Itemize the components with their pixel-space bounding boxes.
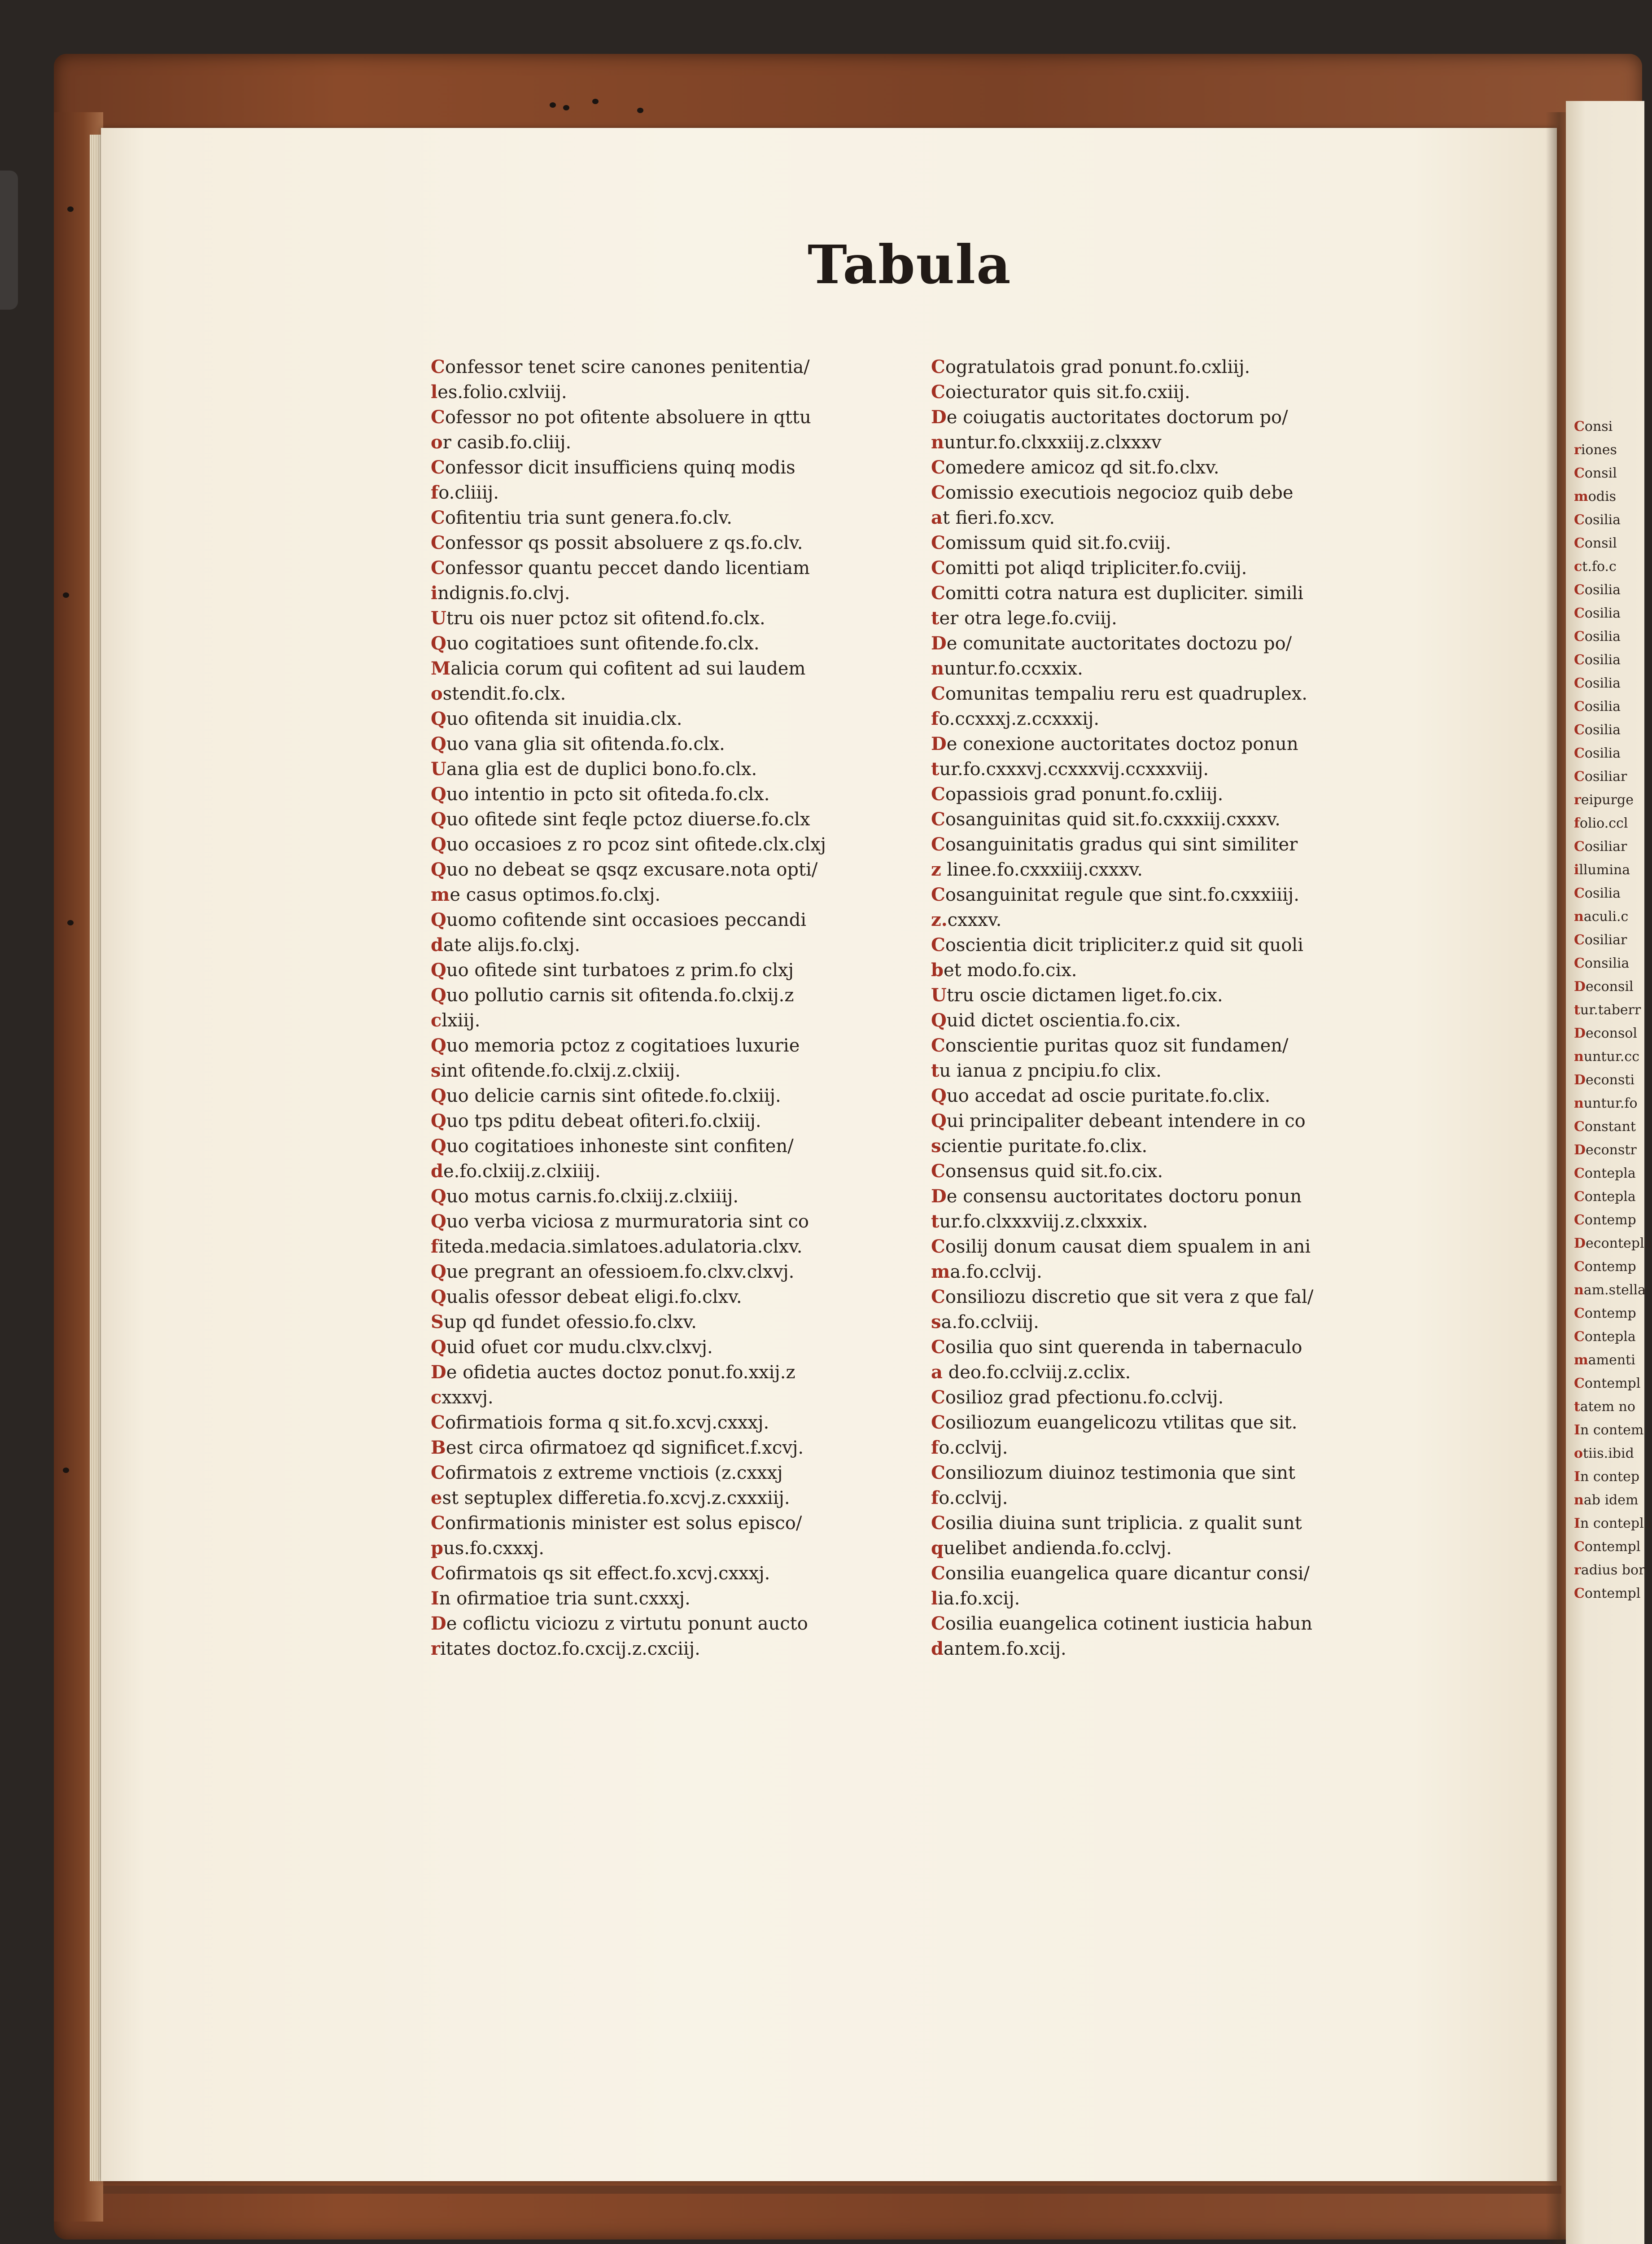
index-entry-line: Quo no debeat se qsqz excusare.nota opti/ [431,859,818,880]
index-entry-line: Cofirmatois z extreme vnctiois (z.cxxxj [431,1462,783,1483]
facing-page [1566,101,1652,2244]
facing-page-fragment: Consilia [1574,955,1630,971]
index-column-right [931,355,1442,1661]
facing-page-fragment: Cosilia [1574,675,1621,691]
facing-page-fragment: reipurge [1574,792,1634,808]
index-entry-line: ostendit.fo.clx. [431,683,566,704]
index-entry-line: Cofirmatois qs sit effect.fo.xcvj.cxxxj. [431,1563,770,1584]
index-entry-line: ma.fo.cclvij. [931,1261,1042,1282]
index-entry-line: nuntur.fo.clxxxiij.z.clxxxv [931,432,1162,453]
facing-page-fragment: nuntur.fo [1574,1096,1638,1111]
index-entry-line: Quo intentio in pcto sit ofiteda.fo.clx. [431,784,770,805]
index-entry-line: tur.fo.cxxxvj.ccxxxvij.ccxxxviij. [931,758,1209,780]
wormhole [63,1468,69,1473]
facing-page-fragment: Contemp [1574,1259,1636,1275]
bottom-board-edge [103,2186,1561,2194]
facing-page-fragment: Cosilia [1574,885,1621,901]
index-entry-line: Comitti pot aliqd tripliciter.fo.cviij. [931,557,1247,579]
index-entry-line: ter otra lege.fo.cviij. [931,608,1117,629]
facing-page-fragment: nam.stella [1574,1282,1646,1298]
index-entry-line: Comissum quid sit.fo.cviij. [931,532,1171,553]
index-entry-line: Que pregrant an ofessioem.fo.clxv.clxvj. [431,1261,795,1282]
index-entry-line: Utru ois nuer pctoz sit ofitend.fo.clx. [431,608,765,629]
index-entry-line: Quo ofitenda sit inuidia.clx. [431,708,682,729]
index-entry-line: Quo pollutio carnis sit ofitenda.fo.clxij.z [431,985,794,1006]
index-entry-line: cxxxvj. [431,1387,494,1408]
index-entry-line: Consensus quid sit.fo.cix. [931,1161,1163,1182]
index-entry-line: dantem.fo.xcij. [931,1638,1066,1659]
index-entry-line: tur.fo.clxxxviij.z.clxxxix. [931,1211,1148,1232]
index-entry-line: pus.fo.cxxxj. [431,1538,545,1559]
index-entry-line: Utru oscie dictamen liget.fo.cix. [931,985,1223,1006]
facing-page-fragment: Cosilia [1574,652,1621,668]
facing-page-fragment: illumina [1574,862,1630,878]
facing-page-fragment: radius bor [1574,1562,1645,1578]
index-entry-line: est septuplex differetia.fo.xcvj.z.cxxxiij. [431,1487,790,1508]
index-entry-line: Qui principaliter debeant intendere in co [931,1110,1306,1131]
facing-page-fragment: nuntur.cc [1574,1049,1640,1065]
facing-page-fragment: ct.fo.c [1574,559,1617,574]
index-entry-line: bet modo.fo.cix. [931,960,1077,981]
index-entry-line: Consiliozu discretio que sit vera z que fal/ [931,1286,1314,1307]
index-entry-line: Cogratulatois grad ponunt.fo.cxliij. [931,356,1250,377]
index-entry-line: Copassiois grad ponunt.fo.cxliij. [931,784,1224,805]
index-entry-line: Cosanguinitas quid sit.fo.cxxxiij.cxxxv. [931,809,1281,830]
facing-page-fragment: In contep [1574,1469,1640,1485]
facing-page-fragment: riones [1574,442,1617,458]
facing-page-fragment: Contempl [1574,1376,1641,1391]
index-entry-line: Quo tps pditu debeat ofiteri.fo.clxiij. [431,1110,761,1131]
index-entry-line: Quo memoria pctoz z cogitatioes luxurie [431,1035,800,1056]
facing-page-fragment: Cosilia [1574,605,1621,621]
index-entry-line: Quo motus carnis.fo.clxiij.z.clxiiij. [431,1186,739,1207]
facing-page-fragment: Deconsol [1574,1026,1638,1041]
index-entry-line: Comunitas tempaliu reru est quadruplex. [931,683,1307,704]
index-entry-line: quelibet andienda.fo.cclvj. [931,1538,1172,1559]
index-entry-line: les.folio.cxlviij. [431,381,567,403]
facing-page-fragment: tur.taberr [1574,1002,1641,1018]
index-entry-line: Quo ofitede sint feqle pctoz diuerse.fo.clx [431,809,810,830]
index-entry-line: Confessor qs possit absoluere z qs.fo.clv. [431,532,803,553]
index-entry-line: Confessor tenet scire canones penitentia/ [431,356,810,377]
index-entry-line: Cosilia euangelica cotinent iusticia habun [931,1613,1313,1634]
index-entry-line: Cosilia quo sint querenda in tabernaculo [931,1337,1302,1358]
index-entry-line: Sup qd fundet ofessio.fo.clxv. [431,1311,697,1332]
index-column-left [431,355,915,1661]
index-entry-line: z.cxxxv. [931,909,1002,930]
page-title [808,233,1122,296]
index-entry-line: Confessor dicit insufficiens quinq modis [431,457,795,478]
facing-page-fragment: Contepla [1574,1329,1636,1345]
index-entry-line: De comunitate auctoritates doctozu po/ [931,633,1292,654]
index-entry-line: Cofirmatiois forma q sit.fo.xcvj.cxxxj. [431,1412,769,1433]
facing-page-fragment: Cosilia [1574,512,1621,528]
index-entry-line: sint ofitende.fo.clxij.z.clxiij. [431,1060,681,1081]
index-entry-line: Cosanguinitatis gradus qui sint similiter [931,834,1298,855]
facing-page-fragment: tatem no [1574,1399,1635,1415]
index-entry-line: Uana glia est de duplici bono.fo.clx. [431,758,757,780]
facing-page-fragment: Cosiliar [1574,932,1627,948]
index-entry-line: tu ianua z pncipiu.fo clix. [931,1060,1162,1081]
facing-page-fragment: Cosilia [1574,582,1621,598]
index-entry-line: lia.fo.xcij. [931,1588,1020,1609]
index-entry-line: Malicia corum qui cofitent ad sui laudem [431,658,806,679]
facing-page-fragment: mamenti [1574,1352,1635,1368]
facing-page-fragment: Cosilia [1574,745,1621,761]
facing-page-fragment: naculi.c [1574,909,1629,925]
facing-page-fragment: Cosilia [1574,629,1621,644]
index-entry-line: Comedere amicoz qd sit.fo.clxv. [931,457,1219,478]
page-title-text: Tabula [808,233,1012,296]
index-entry-line: nuntur.fo.ccxxix. [931,658,1083,679]
index-entry-line: De consensu auctoritates doctoru ponun [931,1186,1302,1207]
facing-page-fragment: Constant [1574,1119,1636,1135]
facing-page-fragment: Cosiliar [1574,769,1627,785]
facing-page-fragment: Consil [1574,535,1617,551]
facing-page-fragment: Cosiliar [1574,839,1627,855]
wormhole [63,592,69,598]
facing-page-fragment: Consi [1574,419,1613,434]
index-entry-line: Quo verba viciosa z murmuratoria sint co [431,1211,809,1232]
index-entry-line: fo.cclvij. [931,1487,1008,1508]
index-entry-line: Cosilij donum causat diem spualem in ani [931,1236,1311,1257]
index-entry-line: De ofidetia auctes doctoz ponut.fo.xxij.z [431,1362,795,1383]
facing-page-fragment: Contepla [1574,1189,1636,1205]
index-entry-line: ritates doctoz.fo.cxcij.z.cxciij. [431,1638,700,1659]
index-entry-line: Cofitentiu tria sunt genera.fo.clv. [431,507,732,528]
wormhole [592,99,599,104]
facing-page-fragment: folio.ccl [1574,815,1628,831]
index-entry-line: at fieri.fo.xcv. [931,507,1055,528]
index-entry-line: Best circa ofirmatoez qd significet.f.xcvj. [431,1437,804,1458]
facing-page-fragment: Contepla [1574,1166,1636,1181]
facing-page-fragment: Contemp [1574,1306,1636,1321]
index-entry-line: clxiij. [431,1010,481,1031]
index-entry-line: De coflictu viciozu z virtutu ponunt aucto [431,1613,808,1634]
facing-page-fragment: Contemp [1574,1212,1636,1228]
index-entry-line: de.fo.clxiij.z.clxiiij. [431,1161,601,1182]
index-entry-line: De coiugatis auctoritates doctorum po/ [931,407,1288,428]
facing-page-fragment: Cosilia [1574,699,1621,714]
index-entry-line: Quo occasioes z ro pcoz sint ofitede.clx.clxj [431,834,826,855]
wormhole [637,108,643,113]
facing-page-fragment: In contem [1574,1422,1644,1438]
index-entry-line: z linee.fo.cxxxiiij.cxxxv. [931,859,1143,880]
facing-page-fragment: Deconstr [1574,1142,1637,1158]
index-entry-line: fo.cliiij. [431,482,499,503]
facing-page-fragment: In contepla [1574,1516,1652,1531]
index-entry-line: Quo ofitede sint turbatoes z prim.fo clxj [431,960,794,981]
facing-page-fragment: Decontepla [1574,1236,1652,1251]
index-entry-line: Coiecturator quis sit.fo.cxiij. [931,381,1190,403]
index-entry-line: Comissio executiois negocioz quib debe [931,482,1294,503]
index-entry-line: Confessor quantu peccet dando licentiam [431,557,810,579]
facing-page-fragment: nab idem [1574,1492,1639,1508]
index-entry-line: Cofessor no pot ofitente absoluere in qttu [431,407,811,428]
wormhole [67,920,74,925]
index-entry-line: De conexione auctoritates doctoz ponun [931,733,1298,754]
wormhole [563,105,569,110]
index-entry-line: Cosanguinitat regule que sint.fo.cxxxiiij. [931,884,1299,905]
index-entry-line: Quo cogitatioes inhoneste sint confiten/ [431,1135,794,1157]
index-entry-line: a deo.fo.cclviij.z.cclix. [931,1362,1131,1383]
index-entry-line: Confirmationis minister est solus episco/ [431,1512,802,1534]
index-entry-line: Cosilia diuina sunt triplicia. z qualit sunt [931,1512,1302,1534]
index-entry-line: me casus optimos.fo.clxj. [431,884,661,905]
index-entry-line: Quo accedat ad oscie puritate.fo.clix. [931,1085,1271,1106]
index-entry-line: fo.ccxxxj.z.ccxxxij. [931,708,1100,729]
index-entry-line: Consilia euangelica quare dicantur consi/ [931,1563,1310,1584]
index-entry-line: Quo delicie carnis sint ofitede.fo.clxiij. [431,1085,781,1106]
facing-page-text [1574,415,1650,1605]
index-entry-line: or casib.fo.cliij. [431,432,572,453]
facing-page-fragment: Consil [1574,465,1617,481]
index-entry-line: Conscientie puritas quoz sit fundamen/ [931,1035,1289,1056]
index-entry-line: Quomo cofitende sint occasioes peccandi [431,909,807,930]
index-entry-line: Qualis ofessor debeat eligi.fo.clxv. [431,1286,742,1307]
index-entry-line: fiteda.medacia.simlatoes.adulatoria.clxv. [431,1236,803,1257]
index-entry-line: scientie puritate.fo.clix. [931,1135,1148,1157]
index-entry-line: date alijs.fo.clxj. [431,934,581,955]
index-entry-line: indignis.fo.clvj. [431,583,570,604]
index-entry-line: In ofirmatioe tria sunt.cxxxj. [431,1588,691,1609]
clasp-strap [0,171,18,310]
index-entry-line: Quo cogitatioes sunt ofitende.fo.clx. [431,633,760,654]
facing-page-fragment: otiis.ibid [1574,1446,1634,1461]
index-entry-line: Cosiliozum euangelicozu vtilitas que sit. [931,1412,1298,1433]
index-entry-line: Coscientia dicit tripliciter.z quid sit quoli [931,934,1303,955]
index-entry-line: Quid ofuet cor mudu.clxv.clxvj. [431,1337,713,1358]
index-entry-line: fo.cclvij. [931,1437,1008,1458]
facing-page-fragment: modis [1574,489,1617,504]
index-entry-line: Consiliozum diuinoz testimonia que sint [931,1462,1295,1483]
index-entry-line: Cosilioz grad pfectionu.fo.cclvij. [931,1387,1224,1408]
facing-page-fragment: Cosilia [1574,722,1621,738]
wormhole [550,102,556,108]
facing-page-fragment: Contempl [1574,1539,1641,1555]
facing-page-fragment: Deconsil [1574,979,1634,995]
index-entry-line: Comitti cotra natura est dupliciter. simili [931,583,1303,604]
wormhole [67,206,74,212]
index-entry-line: sa.fo.cclviij. [931,1311,1039,1332]
index-entry-line: Quo vana glia sit ofitenda.fo.clx. [431,733,725,754]
facing-page-fragment: Deconsti [1574,1072,1635,1088]
index-entry-line: Quid dictet oscientia.fo.cix. [931,1010,1181,1031]
facing-page-fragment: Contempl [1574,1586,1641,1601]
